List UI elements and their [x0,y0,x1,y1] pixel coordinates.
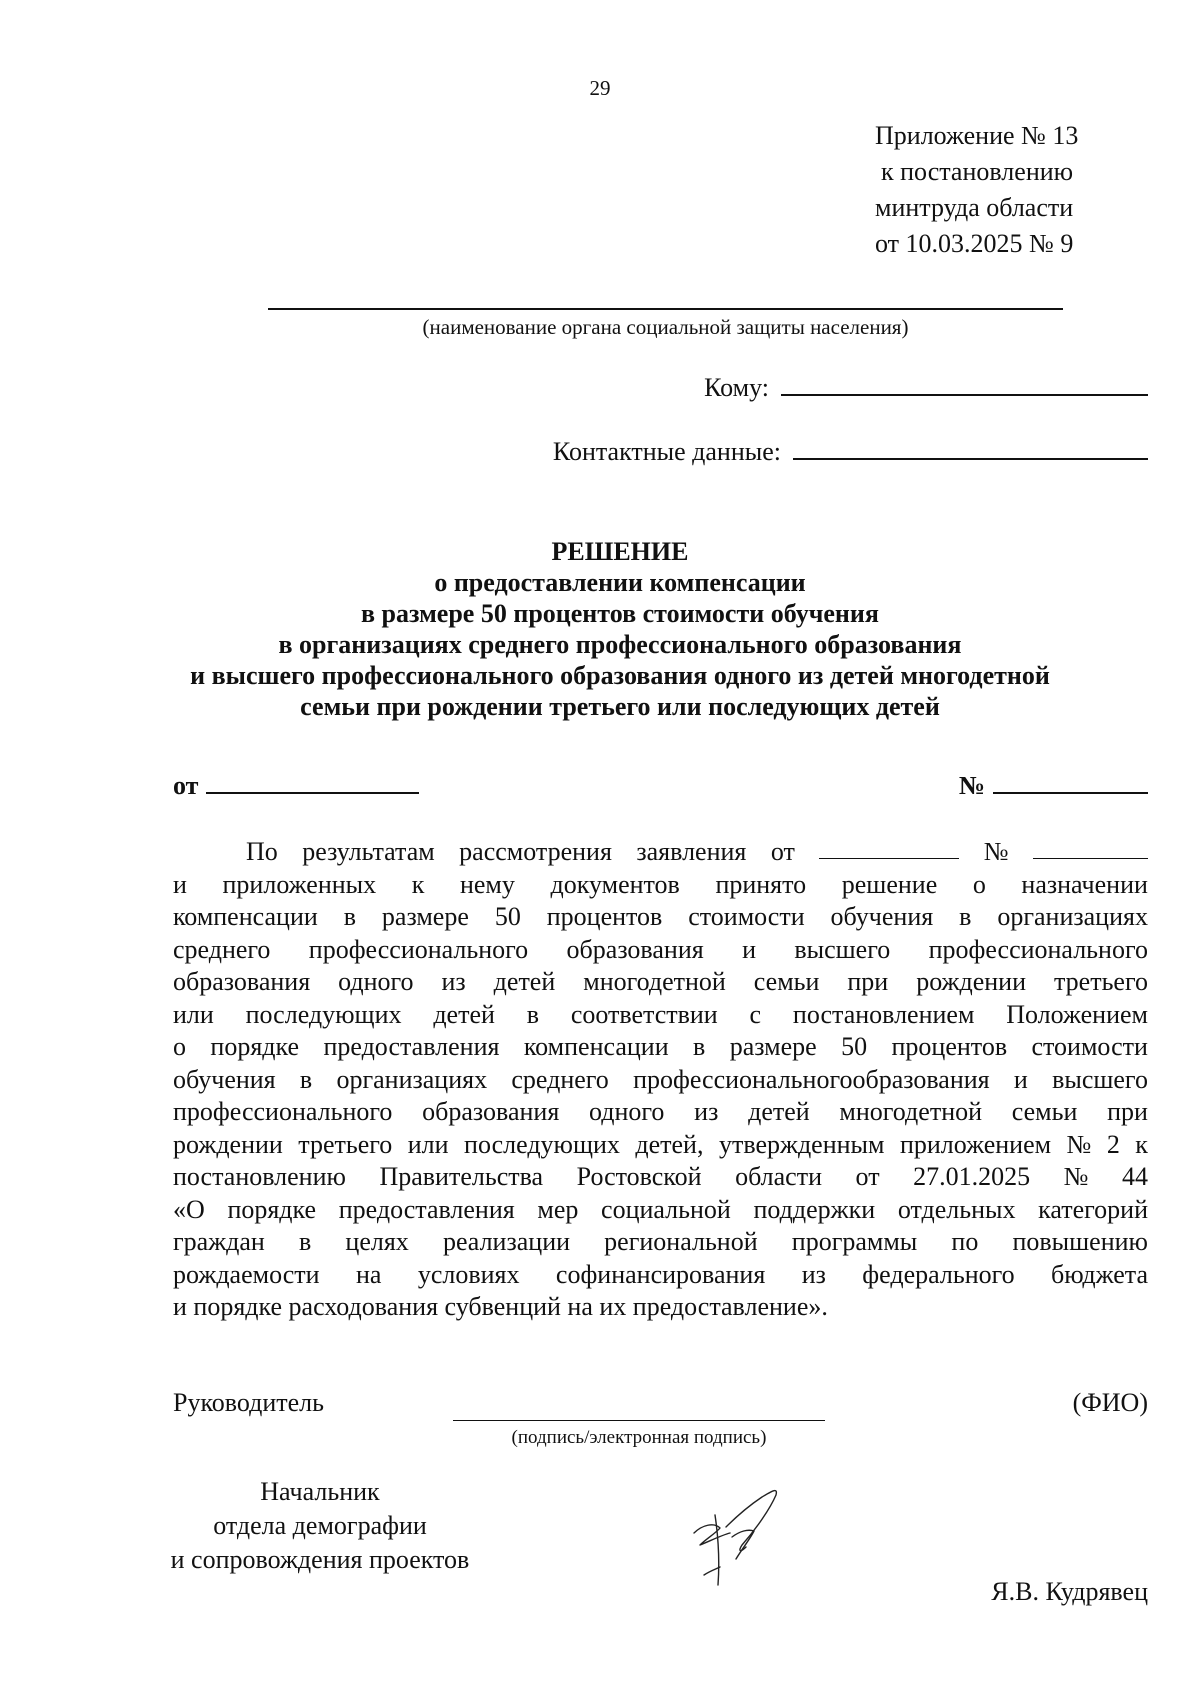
signature-caption: (подпись/электронная подпись) [511,1427,767,1448]
body-word: По [246,837,278,866]
body-word: третьего [1053,967,1148,996]
application-date-blank [819,836,959,859]
org-name-blank [268,308,1063,310]
body-word: из [441,967,466,996]
body-word: высшего [1052,1064,1148,1094]
body-word: предоставления [323,1032,500,1061]
body-word: граждан [173,1227,265,1256]
body-word: детей [748,1097,810,1126]
body-word: назначении [1021,869,1148,899]
decision-title [150,536,1090,722]
body-word: о [972,869,986,899]
body-word: принято [715,869,807,899]
body-word: № [1063,1162,1089,1191]
body-word: результатам [302,837,435,866]
body-word: области [735,1162,822,1191]
body-word: от [770,837,795,866]
body-word: компенсации [173,902,318,931]
chief-position [155,1475,485,1577]
body-word: № [1066,1129,1092,1159]
decision-body [173,836,1148,1324]
body-line [173,966,1148,999]
body-line [173,1194,1148,1227]
body-word: социальной [601,1194,731,1224]
body-word: высшего [794,934,891,964]
body-word: 27.01.2025 [913,1162,1031,1191]
body-word: отдельных [897,1194,1016,1224]
body-word: утвержденным [718,1129,885,1159]
body-word: семьи [1011,1097,1078,1126]
body-line [173,1064,1148,1097]
body-word: в [526,999,539,1029]
body-word: соответствии [570,999,718,1029]
body-word: профессионального [928,934,1148,964]
body-word: в [959,902,972,931]
body-word: одного [338,967,414,996]
decision-title-line: о предоставлении компенсации [434,568,806,597]
recipient-contacts-label: Контактные данные: [552,437,781,466]
body-word: или [173,999,214,1029]
recipient-to [704,372,1148,403]
body-word: с [749,999,762,1029]
body-word: на [355,1259,382,1289]
body-line [173,869,1148,902]
body-word: 2 [1106,1129,1120,1159]
body-word: детей, [635,1129,704,1159]
body-word: к [1135,1129,1148,1159]
body-word: компенсации [523,1032,669,1061]
body-word: в [299,1227,312,1256]
body-word: постановлению [173,1162,346,1191]
body-word: детей [433,999,495,1029]
appendix-line: от 10.03.2025 № 9 [875,229,1074,258]
body-word: софинансирования [555,1259,766,1289]
body-word: в [299,1064,313,1094]
recipient-to-label: Кому: [704,373,769,402]
head-label: Руководитель [173,1388,324,1417]
body-word: и [742,934,756,964]
chief-name: Я.В. Кудрявец [991,1577,1148,1606]
body-word: Положением [1006,999,1148,1029]
body-word: при [1107,1097,1148,1126]
body-word: последующих [245,999,402,1029]
body-word: в [343,902,356,931]
body-word: стоимости [688,902,805,931]
body-line [173,1161,1148,1194]
body-word: размере [381,902,469,931]
body-word: многодетной [583,967,726,996]
body-word: третьего [298,1129,393,1159]
body-word: постановлением [792,999,975,1029]
body-word: из [694,1097,719,1126]
body-word: стоимости [1031,1032,1148,1061]
body-word: порядке [227,1194,317,1224]
body-word: образования [173,967,311,996]
body-word: процентов [546,902,663,931]
body-word: одного [589,1097,665,1126]
body-word: среднего [511,1064,609,1094]
body-word: 44 [1121,1162,1148,1191]
body-word: документов [550,869,680,899]
body-word: или [407,1129,449,1159]
body-word: федерального [862,1259,1015,1289]
body-word: профессионального [173,1097,393,1126]
body-line [173,1129,1148,1162]
body-line [173,1226,1148,1259]
body-line-last: и порядке расходования субвенций на их предоставление». [173,1292,828,1321]
body-word: обучения [173,1064,276,1094]
body-word: заявления [636,837,747,866]
body-word: региональной [604,1227,758,1256]
body-word: решение [841,869,938,899]
body-word: от [855,1162,880,1191]
body-word: рождаемости [173,1259,320,1289]
body-word: обучения [830,902,934,931]
body-word: многодетной [839,1097,983,1126]
appendix-line: Приложение № 13 [875,121,1079,150]
body-line [173,1031,1148,1064]
recipient-to-blank [781,372,1148,396]
body-word: реализации [442,1227,571,1256]
body-word: детей [493,967,556,996]
body-word: условиях [417,1259,520,1289]
decision-heading: РЕШЕНИЕ [551,537,689,566]
body-word: рассмотрения [459,837,612,866]
body-word: профессионального [308,934,529,964]
body-line [173,934,1148,967]
body-word: последующих [464,1129,620,1159]
body-word: при [847,967,889,996]
body-word: нему [459,869,515,899]
body-word: приложенных [222,869,377,899]
decision-title-line: в размере 50 процентов стоимости обучения [361,599,879,628]
body-word: категорий [1038,1194,1148,1224]
body-word: 50 [494,902,521,931]
decision-number-label: № [958,771,985,800]
decision-title-line: и высшего профессионального образования одного из детей многодетной [190,661,1050,690]
org-name-caption: (наименование органа социальной защиты населения) [422,315,909,339]
decision-date-label: от [173,771,199,800]
body-word: бюджета [1051,1259,1148,1289]
body-word: из [801,1259,826,1289]
body-line [173,999,1148,1032]
decision-title-line: семьи при рождении третьего или последующих детей [300,692,940,721]
chief-position-line: Начальник [260,1477,380,1506]
body-line [173,1096,1148,1129]
body-word: профессиональногообразования [633,1064,990,1094]
body-word: приложением [899,1129,1052,1159]
recipient-contacts [553,436,1148,467]
body-word: образования [566,934,704,964]
body-word: программы [791,1227,918,1256]
recipient-contacts-blank [793,436,1148,460]
signature-blank [453,1420,825,1421]
body-word: предоставления [338,1194,515,1224]
body-word: рождении [916,967,1027,996]
page-number: 29 [589,76,611,100]
decision-number [959,770,1148,801]
body-word: о [173,1032,186,1061]
body-word: размере [729,1032,817,1061]
body-word: порядке [210,1032,300,1061]
decision-date-blank [206,770,419,794]
fio-label: (ФИО) [1072,1388,1148,1417]
body-word: и [1013,1064,1028,1094]
body-word: Ростовской [576,1162,702,1191]
body-word: образования [422,1097,560,1126]
body-word: организациях [336,1064,488,1094]
body-word: поддержки [753,1194,876,1224]
body-word: 50 [841,1032,868,1061]
body-word: к [411,869,425,899]
appendix-line: минтруда области [875,193,1074,222]
body-word: среднего [173,934,271,964]
appendix-header [875,118,1078,262]
body-line [173,901,1148,934]
body-word: рождении [173,1129,283,1159]
body-word: процентов [891,1032,1008,1061]
appendix-line: к постановлению [881,157,1074,186]
body-word: целях [345,1227,409,1256]
body-word: и [173,869,187,899]
body-number-sign: № [983,837,1009,866]
body-line [173,1259,1148,1292]
body-word: в [693,1032,706,1061]
decision-date [173,770,419,801]
chief-position-line: и сопровождения проектов [170,1545,470,1574]
body-word: Правительства [379,1162,544,1191]
decision-title-line: в организациях среднего профессионального образования [278,630,962,659]
chief-position-line: отдела демографии [213,1511,427,1540]
application-number-blank [1033,836,1148,859]
body-word: семьи [753,967,820,996]
body-word: повышению [1012,1227,1148,1256]
body-word: «О [173,1194,205,1224]
body-word: мер [537,1194,579,1224]
decision-number-blank [993,770,1148,794]
handwritten-signature [680,1475,790,1600]
body-word: по [951,1227,979,1256]
body-word: организациях [997,902,1148,931]
body-line-first [173,836,1148,869]
